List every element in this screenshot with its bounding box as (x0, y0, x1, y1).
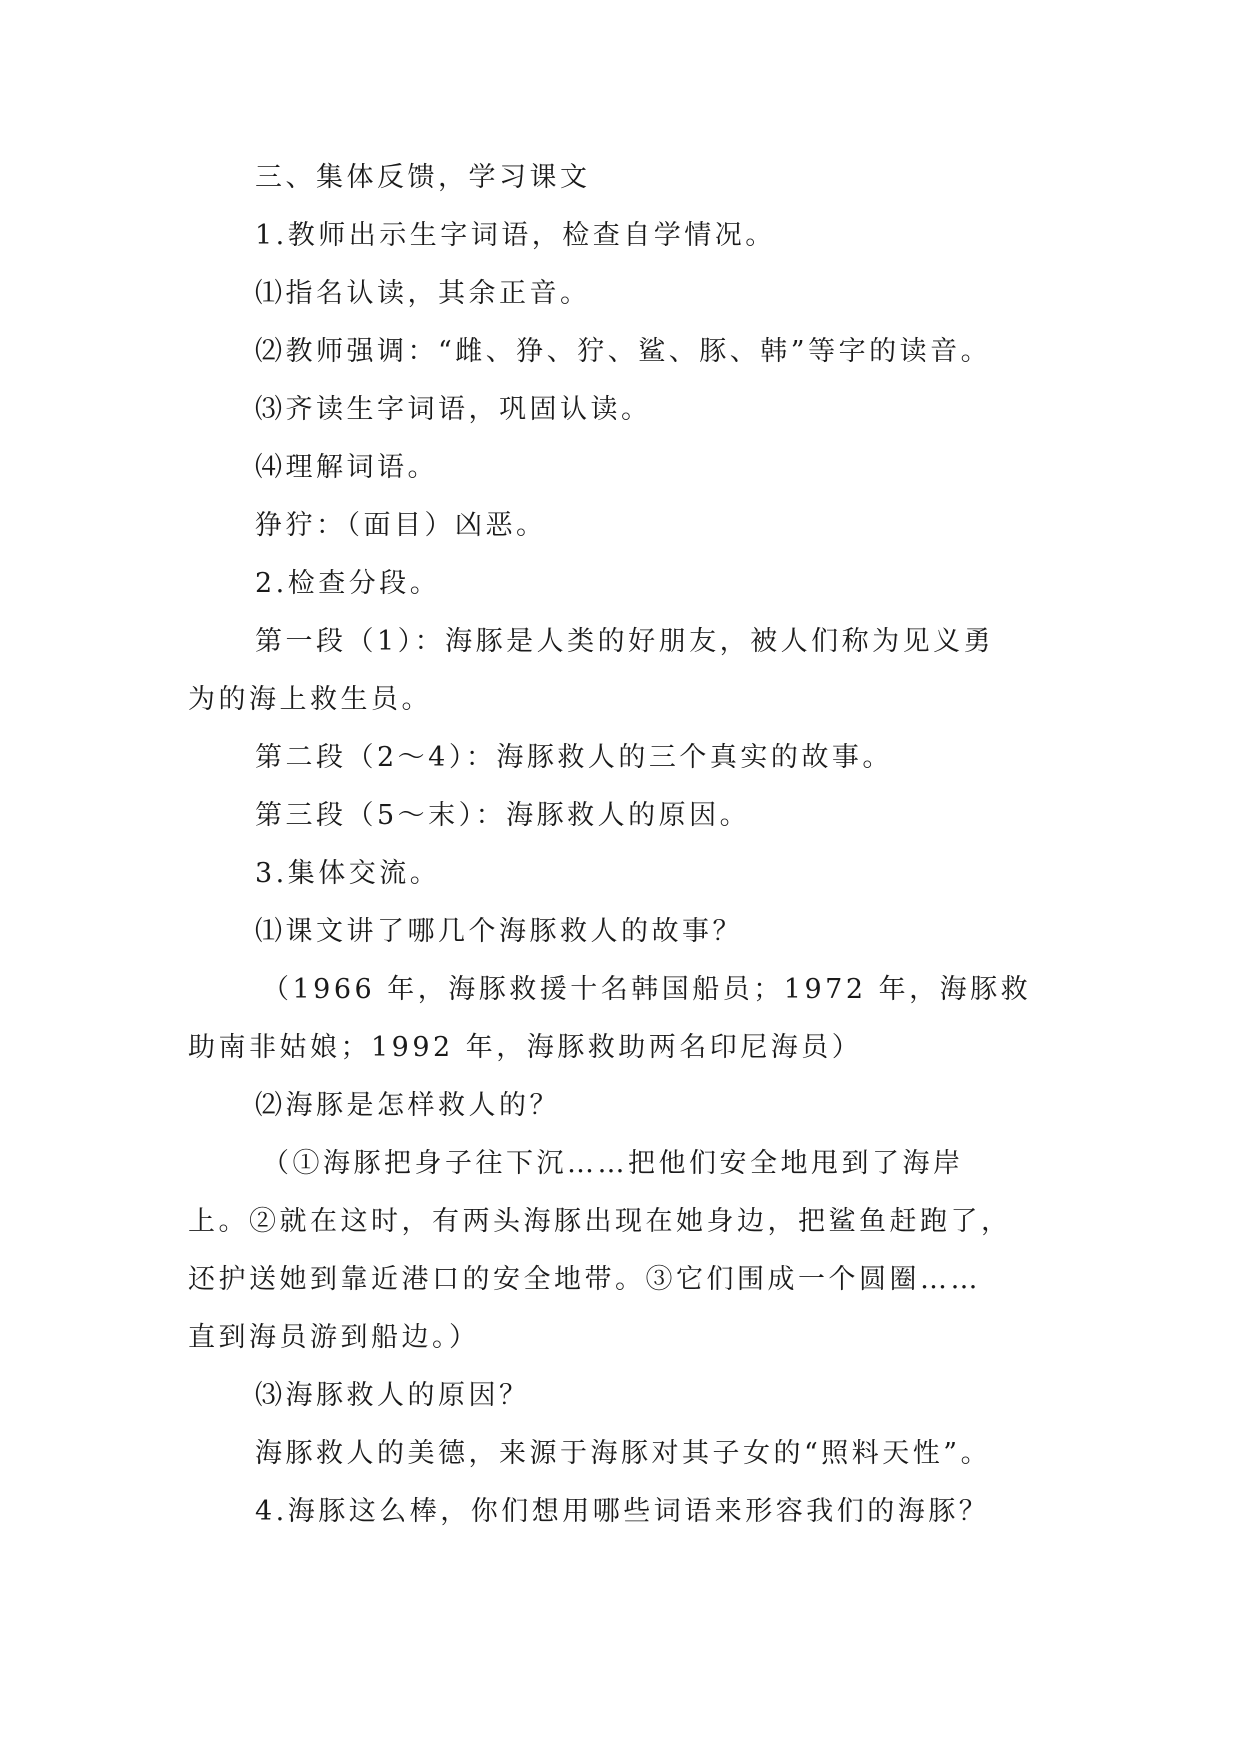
paragraph-line: ⑴指名认读，其余正音。 (255, 278, 591, 309)
paragraph-line: ⑵教师强调：“雌、狰、狞、鲨、豚、韩”等字的读音。 (255, 336, 992, 367)
paragraph-line: 直到海员游到船边。） (188, 1322, 480, 1353)
paragraph-line: 狰狞：（面目）凶恶。 (255, 510, 547, 541)
paragraph-line: 1.教师出示生字词语，检查自学情况。 (255, 220, 776, 251)
paragraph-line: 助南非姑娘；1992 年，海豚救助两名印尼海员） (188, 1032, 863, 1063)
paragraph-line: 上。②就在这时，有两头海豚出现在她身边，把鲨鱼赶跑了， (188, 1206, 1012, 1237)
paragraph-line: 第三段（5～末）：海豚救人的原因。 (255, 800, 751, 831)
paragraph-line: 第一段（1）：海豚是人类的好朋友，被人们称为见义勇 (255, 626, 995, 657)
paragraph-line: ⑵海豚是怎样救人的？ (255, 1090, 560, 1121)
paragraph-line: 4.海豚这么棒，你们想用哪些词语来形容我们的海豚？ (255, 1496, 990, 1527)
paragraph-line: 2.检查分段。 (255, 568, 441, 599)
paragraph-line: 海豚救人的美德，来源于海豚对其子女的“照料天性”。 (255, 1438, 992, 1469)
paragraph-line: 为的海上救生员。 (188, 684, 432, 715)
paragraph-line: ⑶齐读生字词语，巩固认读。 (255, 394, 652, 425)
paragraph-line: （①海豚把身子往下沉……把他们安全地甩到了海岸 (262, 1148, 964, 1179)
paragraph-line: 3.集体交流。 (255, 858, 441, 889)
paragraph-line: ⑶海豚救人的原因？ (255, 1380, 530, 1411)
paragraph-line: ⑴课文讲了哪几个海豚救人的故事？ (255, 916, 743, 947)
paragraph-line: 还护送她到靠近港口的安全地带。③它们围成一个圆圈…… (188, 1264, 981, 1295)
paragraph-line: 第二段（2～4）：海豚救人的三个真实的故事。 (255, 742, 893, 773)
section-heading: 三、集体反馈，学习课文 (255, 162, 591, 193)
paragraph-line: （1966 年，海豚救援十名韩国船员；1972 年，海豚救 (262, 974, 1032, 1005)
paragraph-line: ⑷理解词语。 (255, 452, 438, 483)
